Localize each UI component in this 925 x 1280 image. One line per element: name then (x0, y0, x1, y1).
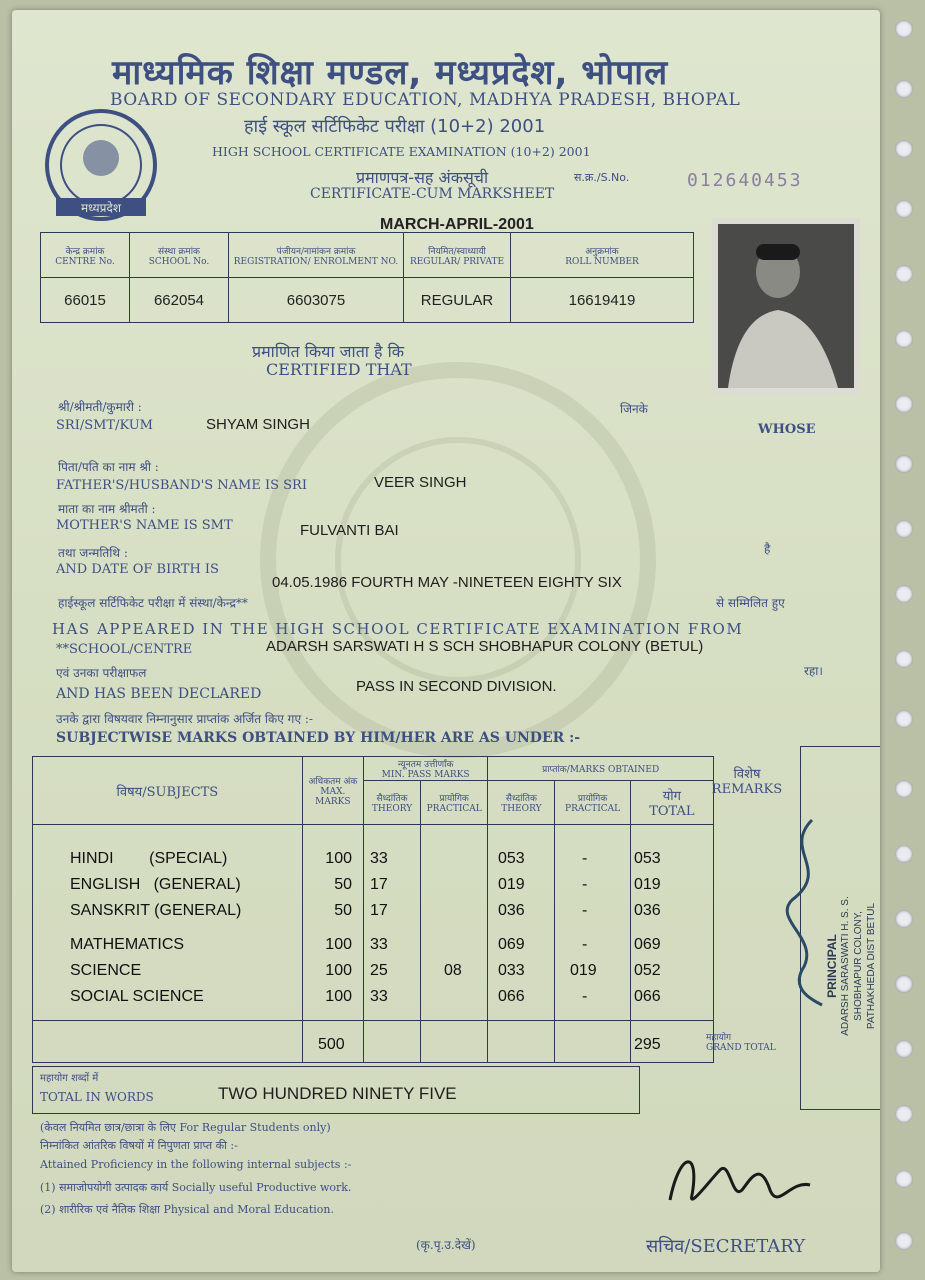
practical-cell: - (582, 850, 588, 867)
binder-hole-icon (895, 910, 913, 928)
binder-hole-icon (895, 200, 913, 218)
practical-cell: 019 (570, 962, 597, 979)
subjectwise-english: SUBJECTWISE MARKS OBTAINED BY HIM/HER ARE AS UNDER :- (56, 730, 581, 746)
min-theory-cell: 17 (370, 876, 388, 893)
proficiency-item-2: (2) शारीरिक एवं नैतिक शिक्षा Physical and Moral Education. (40, 1203, 334, 1216)
registration-hindi: पंजीयन/नामांकन क्रमांक (276, 246, 356, 257)
max-marks-hindi: अधिकतम अंक (308, 777, 358, 787)
min-practical-header: PRACTICAL (426, 804, 482, 814)
words-label-hindi: महायोग शब्दों में (40, 1073, 99, 1084)
min-theory-cell: 33 (370, 936, 388, 953)
regular-private-value: REGULAR (404, 278, 511, 323)
practical-cell: - (582, 936, 588, 953)
total-in-words: TWO HUNDRED NINETY FIVE (218, 1084, 457, 1103)
max-marks-cell: 50 (334, 876, 352, 893)
subject-row-science (70, 962, 141, 980)
result-label-hindi: एवं उनका परीक्षाफल (56, 666, 147, 680)
theory-cell: 066 (498, 988, 525, 1005)
exam-title-english: HIGH SCHOOL CERTIFICATE EXAMINATION (10+2) 2001 (212, 144, 591, 159)
binder-hole-icon (895, 975, 913, 993)
binder-hole-icon (895, 520, 913, 538)
max-marks-cell: 100 (325, 962, 352, 979)
date-of-birth: 04.05.1986 FOURTH MAY -NINETEEN EIGHTY SIX (272, 574, 622, 591)
mother-label: MOTHER'S NAME IS SMT (56, 518, 233, 533)
theory-cell: 069 (498, 936, 525, 953)
grand-total-label (706, 1030, 776, 1053)
subject-name: SOCIAL SCIENCE (70, 988, 204, 1005)
binder-hole-icon (895, 585, 913, 603)
dob-label: AND DATE OF BIRTH IS (56, 562, 219, 577)
certified-english: CERTIFIED THAT (266, 360, 412, 379)
registration-value: 6603075 (229, 278, 404, 323)
candidate-name: SHYAM SINGH (206, 416, 310, 433)
grand-total-label-english: GRAND TOTAL (706, 1043, 776, 1053)
subject-row-social-science (70, 988, 204, 1006)
candidate-info-table (40, 232, 694, 323)
school-no-hindi: संस्था क्रमांक (158, 246, 200, 257)
min-theory-cell: 33 (370, 988, 388, 1005)
binder-holes (885, 0, 925, 1280)
max-marks-header: MAX. MARKS (315, 787, 351, 807)
certified-hindi: प्रमाणित किया जाता है कि (252, 342, 405, 361)
total-cell: 019 (634, 876, 661, 893)
please-turn-over: (कृ.पृ.उ.देखें) (416, 1238, 476, 1252)
subject-row-mathematics (70, 936, 184, 954)
binder-hole-icon (895, 845, 913, 863)
binder-hole-icon (895, 265, 913, 283)
min-theory-cell: 17 (370, 902, 388, 919)
secretary-label: सचिव/SECRETARY (646, 1236, 806, 1257)
total-cell: 036 (634, 902, 661, 919)
remarks-hindi: विशेष (733, 767, 761, 782)
serial-label: स.क्र./S.No. (574, 171, 630, 184)
appeared-hindi: हाईस्कूल सर्टिफिकेट परीक्षा में संस्था/केन्द्र** (58, 596, 248, 610)
school-no-value: 662054 (130, 278, 229, 323)
max-marks-cell: 100 (325, 988, 352, 1005)
proficiency-english: Attained Proficiency in the following internal subjects :- (40, 1158, 352, 1171)
result-value: PASS IN SECOND DIVISION. (356, 678, 557, 695)
theory-cell: 053 (498, 850, 525, 867)
was-hindi: रहा। (804, 664, 823, 678)
proficiency-hindi: निम्नांकित आंतरिक विषयों में निपुणता प्राप्त की :- (40, 1139, 238, 1152)
included-hindi: से सम्मिलित हुए (716, 596, 785, 610)
min-theory-cell: 33 (370, 850, 388, 867)
binder-hole-icon (895, 455, 913, 473)
stamp-city: PATHAKHEDA DIST BETUL (866, 902, 877, 1030)
father-label-hindi: पिता/पति का नाम श्री : (58, 460, 159, 474)
exam-title-hindi: हाई स्कूल सर्टिफिकेट परीक्षा (10+2) 2001 (244, 116, 546, 137)
grand-total-label-hindi: महायोग (706, 1033, 732, 1043)
practical-cell: - (582, 876, 588, 893)
mother-label-hindi: माता का नाम श्रीमती : (58, 502, 156, 516)
is-hindi: है (764, 542, 771, 556)
subject-row-sanskrit (70, 902, 241, 920)
centre-no-hindi: केन्द्र क्रमांक (65, 246, 105, 257)
theory-cell: 019 (498, 876, 525, 893)
proficiency-item-1: (1) समाजोपयोगी उत्पादक कार्य Socially useful Productive work. (40, 1181, 352, 1194)
dob-label-hindi: तथा जन्मतिथि : (58, 546, 128, 560)
max-marks-cell: 100 (325, 936, 352, 953)
name-label-hindi: श्री/श्रीमती/कुमारी : (58, 400, 142, 414)
certificate-title-hindi: प्रमाणपत्र-सह अंकसूची (356, 168, 489, 187)
binder-hole-icon (895, 1105, 913, 1123)
exam-session: MARCH-APRIL-2001 (380, 216, 534, 233)
centre-no-header: CENTRE No. (55, 256, 115, 267)
total-cell: 052 (634, 962, 661, 979)
binder-hole-icon (895, 395, 913, 413)
theory-cell: 036 (498, 902, 525, 919)
roll-number-value: 16619419 (511, 278, 694, 323)
marksheet (12, 10, 880, 1272)
total-cell: 069 (634, 936, 661, 953)
whose-hindi: जिनके (620, 402, 648, 416)
theory-cell: 033 (498, 962, 525, 979)
total-header: TOTAL (649, 804, 695, 819)
candidate-photo (712, 218, 860, 394)
certificate-title-english: CERTIFICATE-CUM MARKSHEET (310, 186, 555, 202)
regular-note: (केवल नियमित छात्र/छात्रा के लिए For Regular Students only) (40, 1121, 331, 1134)
obtained-practical-hindi: प्रायोगिक (577, 794, 608, 804)
watermark-seal-icon (248, 360, 668, 760)
regular-private-hindi: नियमित/स्वाध्यायी (428, 246, 486, 257)
secretary-signature-icon (660, 1140, 830, 1220)
board-title-hindi: माध्यमिक शिक्षा मण्डल, मध्यप्रदेश, भोपाल (112, 53, 669, 93)
max-marks-cell: 100 (325, 850, 352, 867)
words-label: TOTAL IN WORDS (40, 1090, 154, 1104)
roll-number-hindi: अनुक्रमांक (585, 246, 619, 257)
subject-row-hindi (70, 850, 227, 868)
grand-max-marks: 500 (318, 1036, 345, 1053)
subject-name: ENGLISH (GENERAL) (70, 876, 241, 893)
min-theory-header: THEORY (371, 804, 413, 814)
subject-row-english (70, 876, 241, 894)
stamp-colony: SHOBHAPUR COLONY, (853, 911, 864, 1021)
subjectwise-hindi: उनके द्वारा विषयवार निम्नानुसार प्राप्तांक अर्जित किए गए :- (56, 712, 313, 726)
serial-number: 012640453 (687, 170, 803, 191)
binder-hole-icon (895, 1170, 913, 1188)
binder-hole-icon (895, 140, 913, 158)
practical-cell: - (582, 988, 588, 1005)
regular-private-header: REGULAR/ PRIVATE (409, 256, 505, 267)
obtained-practical-header: PRACTICAL (565, 804, 621, 814)
min-theory-cell: 25 (370, 962, 388, 979)
father-name: VEER SINGH (374, 474, 467, 491)
declared-label: AND HAS BEEN DECLARED (56, 686, 262, 702)
obtained-theory-hindi: सैध्दांतिक (505, 794, 537, 804)
centre-no-value: 66015 (41, 278, 130, 323)
min-pass-header: MIN. PASS MARKS (381, 770, 470, 780)
min-theory-hindi: सैध्दांतिक (376, 794, 408, 804)
binder-hole-icon (895, 650, 913, 668)
binder-hole-icon (895, 80, 913, 98)
grand-total: 295 (634, 1036, 661, 1053)
min-practical-hindi: प्रायोगिक (439, 794, 469, 804)
binder-hole-icon (895, 710, 913, 728)
obtained-theory-header: THEORY (501, 804, 542, 814)
binder-hole-icon (895, 780, 913, 798)
binder-hole-icon (895, 1040, 913, 1058)
practical-cell: - (582, 902, 588, 919)
school-no-header: SCHOOL No. (148, 256, 210, 267)
board-title-english: BOARD OF SECONDARY EDUCATION, MADHYA PRADESH, BHOPAL (110, 90, 741, 110)
stamp-principal: PRINCIPAL (825, 934, 839, 998)
min-practical-cell: 08 (444, 962, 462, 979)
total-cell: 066 (634, 988, 661, 1005)
subject-name: MATHEMATICS (70, 936, 185, 953)
appeared-english: HAS APPEARED IN THE HIGH SCHOOL CERTIFICATE EXAMINATION FROM (52, 620, 744, 638)
roll-number-header: ROLL NUMBER (565, 256, 639, 267)
registration-header: REGISTRATION/ ENROLMENT NO. (233, 256, 399, 267)
subject-name: HINDI (SPECIAL) (70, 850, 228, 867)
subjects-header: विषय/SUBJECTS (33, 757, 303, 825)
binder-hole-icon (895, 1232, 913, 1250)
remarks-header: REMARKS (711, 782, 783, 797)
max-marks-cell: 50 (334, 902, 352, 919)
school-label: **SCHOOL/CENTRE (56, 642, 193, 657)
marks-obtained-header: प्राप्तांक/MARKS OBTAINED (488, 757, 714, 781)
father-label: FATHER'S/HUSBAND'S NAME IS SRI (56, 478, 307, 493)
board-seal-icon (42, 106, 160, 224)
binder-hole-icon (895, 330, 913, 348)
stamp-school: ADARSH SARASWATI H. S. S. (840, 896, 851, 1036)
mother-name: FULVANTI BAI (300, 522, 399, 539)
seal-text: मध्यप्रदेश (80, 201, 122, 215)
subject-name: SANSKRIT (GENERAL) (70, 902, 242, 919)
whose-label: WHOSE (758, 422, 816, 437)
binder-hole-icon (895, 20, 913, 38)
subject-name: SCIENCE (70, 962, 142, 979)
total-cell: 053 (634, 850, 661, 867)
principal-signature-icon (772, 810, 842, 1010)
school-name: ADARSH SARSWATI H S SCH SHOBHAPUR COLONY (BETUL) (266, 638, 704, 655)
name-label: SRI/SMT/KUM (56, 418, 153, 433)
total-hindi: योग (662, 789, 681, 804)
min-pass-hindi: न्यूनतम उत्तीर्णांक (397, 760, 454, 770)
